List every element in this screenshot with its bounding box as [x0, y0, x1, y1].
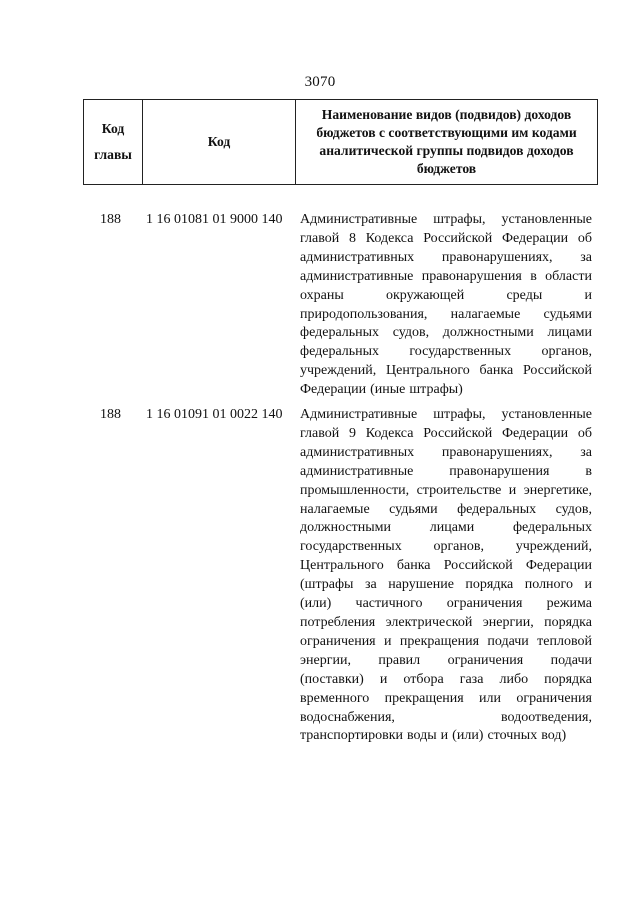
description-word: судьями	[543, 306, 592, 322]
row-code: 1 16 01091 01 0022 140	[146, 407, 283, 422]
description-word: промышленности,	[300, 482, 410, 498]
description-word: водоснабжения,	[300, 709, 395, 725]
header-name-line: бюджетов	[416, 161, 477, 176]
row-chapter: 188	[100, 212, 121, 227]
description-line	[300, 425, 592, 444]
table-header	[83, 99, 598, 185]
description-word: налагаемые	[450, 306, 521, 322]
description-word: Административные	[300, 212, 418, 227]
description-word: установленные	[501, 212, 592, 227]
description-word: в	[530, 268, 537, 284]
description-word: государственных	[409, 344, 512, 360]
description-word: федеральных	[300, 344, 380, 360]
description-word: ограничения	[300, 633, 376, 649]
description-line	[300, 614, 592, 633]
description-word: установленные	[501, 407, 592, 422]
description-word: отбора	[403, 671, 444, 687]
description-word: федеральных	[512, 520, 592, 536]
description-word: Кодекса	[365, 230, 414, 246]
row-description	[300, 211, 592, 400]
description-word: штрафы,	[433, 212, 486, 227]
row-description	[300, 406, 592, 746]
description-word: среды	[506, 287, 543, 303]
description-word: правонарушениях,	[441, 444, 553, 460]
description-line	[300, 287, 592, 306]
description-line	[300, 381, 592, 400]
description-word: порядка	[544, 671, 592, 687]
description-word: органов,	[433, 539, 484, 555]
description-word: органов,	[541, 344, 592, 360]
description-word: Кодекса	[365, 425, 414, 441]
description-word: налагаемые	[300, 501, 370, 517]
description-line	[300, 727, 592, 746]
header-chapter-line: Код	[101, 121, 125, 136]
description-word: Федерации	[501, 425, 569, 441]
description-word: Федерации	[525, 558, 592, 574]
description-word: административных	[300, 249, 415, 265]
description-word: и	[440, 728, 449, 744]
description-line	[300, 406, 592, 425]
description-word: и	[379, 671, 388, 687]
header-name-line: Наименование видов (подвидов) доходов	[321, 107, 572, 122]
description-word: ограничения	[516, 690, 592, 706]
description-word: об	[577, 425, 592, 441]
header-name-line: аналитической группы подвидов доходов	[319, 143, 574, 158]
description-word: судьями	[389, 501, 438, 517]
description-word: Административные	[300, 407, 418, 422]
description-word: административные	[300, 463, 414, 479]
description-word: тепловой	[537, 633, 592, 649]
description-word: и	[584, 287, 592, 303]
row-code: 1 16 01081 01 9000 140	[146, 212, 283, 227]
description-word: в	[585, 463, 592, 479]
description-word: Федерации	[501, 230, 569, 246]
description-word: и	[508, 482, 517, 498]
description-word: лицами	[547, 325, 592, 341]
description-word: (иные	[370, 382, 406, 398]
description-word: режима	[546, 596, 592, 612]
description-line	[300, 633, 592, 652]
description-word: об	[577, 230, 592, 246]
description-word: административных	[300, 444, 415, 460]
header-name-line: бюджетов с соответствующими им кодами	[316, 125, 577, 140]
description-word: электрической	[385, 614, 473, 630]
description-word: прекращения	[384, 690, 464, 706]
description-word: частичного	[355, 596, 423, 612]
description-line	[300, 249, 592, 268]
description-word: административные	[300, 268, 414, 284]
description-word: полного	[524, 577, 573, 593]
description-word: сточных	[487, 728, 538, 744]
description-line	[300, 709, 592, 728]
description-line	[300, 595, 592, 614]
description-word: правил	[378, 652, 421, 668]
description-line	[300, 519, 592, 538]
description-word: потребления	[300, 614, 376, 630]
description-word: (поставки)	[300, 671, 364, 687]
description-word: ограничения	[447, 652, 524, 668]
description-line	[300, 343, 592, 362]
description-line	[300, 211, 592, 230]
description-word: окружающей	[385, 287, 465, 303]
description-word: области	[545, 268, 592, 284]
description-line	[300, 652, 592, 671]
description-word: учреждений,	[515, 539, 592, 555]
description-word: Российской	[522, 363, 592, 379]
description-word: природопользования,	[300, 306, 428, 322]
description-word: штрафы,	[433, 407, 486, 422]
description-line	[300, 482, 592, 501]
description-word: правонарушениях,	[441, 249, 553, 265]
description-word: охраны	[300, 287, 344, 303]
description-word: банка	[396, 558, 431, 574]
description-word: и	[384, 633, 392, 649]
description-line	[300, 444, 592, 463]
header-chapter-code	[84, 100, 143, 184]
description-word: вод)	[541, 728, 567, 744]
description-word: учреждений,	[300, 363, 377, 379]
description-word: прекращения	[399, 633, 480, 649]
description-line	[300, 671, 592, 690]
description-word: энергии,	[482, 614, 534, 630]
description-word: банка	[479, 363, 514, 379]
header-name	[296, 100, 597, 184]
description-word: или	[479, 690, 502, 706]
description-word: должностными	[300, 520, 392, 536]
description-word: Центрального	[386, 363, 470, 379]
description-word: водоотведения,	[501, 709, 592, 725]
description-line	[300, 557, 592, 576]
description-word: судов,	[555, 501, 592, 517]
description-word: энергии,	[300, 652, 351, 668]
description-word: правонарушения	[421, 268, 522, 284]
description-word: (штрафы	[300, 577, 354, 593]
description-word: и	[584, 577, 592, 593]
description-word: подачи	[487, 633, 529, 649]
row-chapter: 188	[100, 407, 121, 422]
description-word: энергетике,	[523, 482, 592, 498]
description-word: нарушение	[388, 577, 454, 593]
description-word: федеральных	[457, 501, 537, 517]
description-word: 9	[349, 425, 357, 441]
description-word: Центрального	[300, 558, 384, 574]
description-word: 8	[349, 230, 357, 246]
description-word: Федерации	[300, 382, 367, 398]
description-line	[300, 501, 592, 520]
description-word: лицами	[429, 520, 475, 536]
description-line	[300, 690, 592, 709]
description-line	[300, 268, 592, 287]
description-word: государственных	[300, 539, 402, 555]
header-code: Код	[143, 100, 296, 184]
description-word: главой	[300, 425, 340, 441]
description-word: за	[580, 249, 592, 265]
description-word: правонарушения	[449, 463, 550, 479]
description-word: за	[364, 577, 377, 593]
description-word: судов,	[392, 325, 430, 341]
description-word: федеральных	[300, 325, 380, 341]
description-word: за	[580, 444, 592, 460]
page-number: 3070	[304, 74, 336, 90]
description-word: Российской	[423, 230, 493, 246]
description-word: Российской	[423, 425, 493, 441]
header-chapter-line: главы	[94, 147, 132, 162]
description-word: транспортировки	[300, 728, 404, 744]
description-line	[300, 463, 592, 482]
description-word: подачи	[550, 652, 592, 668]
description-word: строительстве	[416, 482, 502, 498]
description-word: либо	[499, 671, 529, 687]
description-line	[300, 324, 592, 343]
description-word: воды	[407, 728, 437, 744]
description-word: временного	[300, 690, 370, 706]
description-word: (или)	[452, 728, 484, 744]
description-line	[300, 538, 592, 557]
description-word: (или)	[300, 596, 332, 612]
description-word: газа	[459, 671, 484, 687]
description-word: Российской	[443, 558, 513, 574]
description-word: ограничения	[446, 596, 523, 612]
description-word: порядка	[544, 614, 592, 630]
description-line	[300, 362, 592, 381]
description-line	[300, 306, 592, 325]
description-word: должностными	[442, 325, 534, 341]
description-word: штрафы)	[409, 382, 463, 398]
description-word: порядка	[465, 577, 514, 593]
description-line	[300, 230, 592, 249]
description-line	[300, 576, 592, 595]
description-word: главой	[300, 230, 340, 246]
